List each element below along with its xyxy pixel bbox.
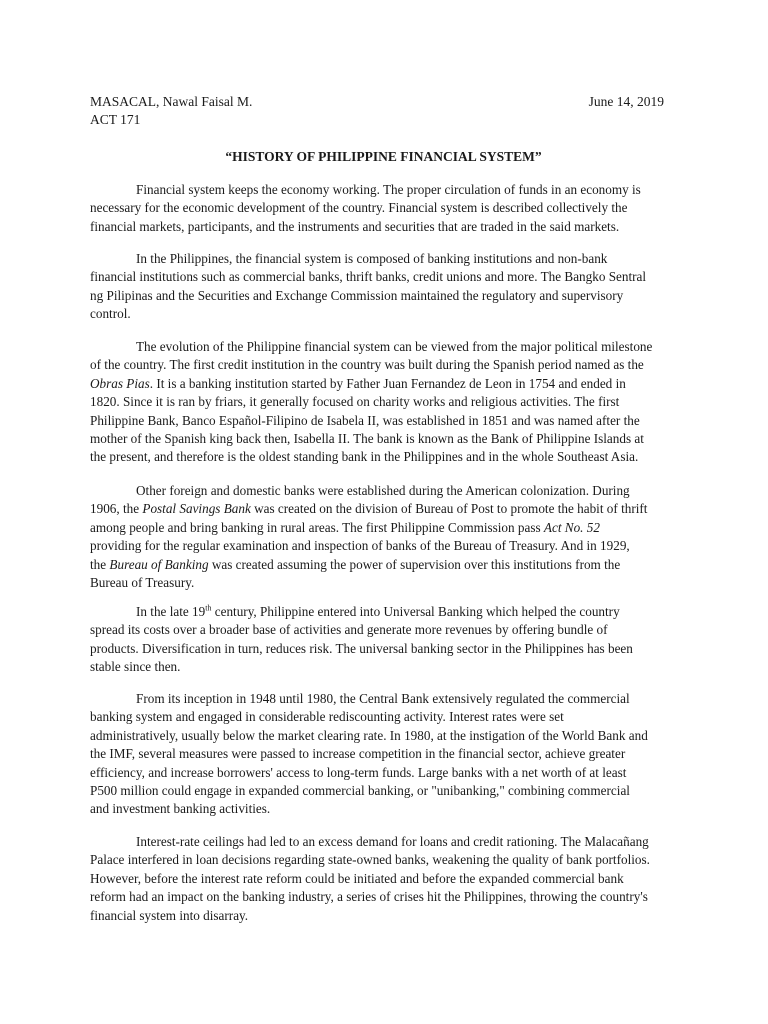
text-run: . It is a banking institution started by Father Juan Fernandez de Leon in 1754 and ended in xyxy=(149,375,626,391)
paragraph-line xyxy=(90,218,677,236)
paragraph-line xyxy=(90,556,677,574)
superscript-text: th xyxy=(205,603,212,613)
paragraph xyxy=(90,250,677,324)
paragraph-line xyxy=(90,621,677,639)
paragraph-line xyxy=(90,305,677,323)
paragraph-line xyxy=(90,708,677,726)
paragraph xyxy=(90,690,677,819)
text-run: financial institutions such as commercial banks, thrift banks, credit unions and more. The Bangko Sentral xyxy=(90,269,647,285)
text-run: financial system into disarray. xyxy=(90,907,249,923)
text-run: banking system and engaged in considerable rediscounting activity. Interest rates were set xyxy=(90,709,564,725)
italic-text: Postal Savings Bank xyxy=(142,501,251,517)
text-run: In the Philippines, the financial system is composed of banking institutions and non-bank xyxy=(136,251,608,266)
course-code: ACT 171 xyxy=(90,112,141,127)
paragraph-line xyxy=(90,727,677,745)
paragraph-line xyxy=(90,833,677,851)
text-run: was created assuming the power of supervision over this institutions from the xyxy=(208,556,621,572)
paragraph xyxy=(90,181,677,236)
text-run: mother of the Spanish king back then, Isabella II. The bank is known as the Bank of Philippine Islands at xyxy=(90,431,644,447)
text-run: Palace interfered in loan decisions regarding state-owned banks, weakening the quality of bank portfolios. xyxy=(90,852,650,868)
text-run: 1906, the xyxy=(90,501,143,517)
paragraph-line xyxy=(90,500,677,518)
italic-text: Act No. 52 xyxy=(543,519,600,535)
paragraph-line xyxy=(90,181,677,199)
text-run: Other foreign and domestic banks were established during the American colonization. During xyxy=(136,483,630,498)
text-run: 1820. Since it is ran by friars, it generally focused on charity works and religious activities. The first xyxy=(90,394,620,410)
paragraph-line xyxy=(90,690,677,708)
text-run: and investment banking activities. xyxy=(90,801,271,817)
italic-text: Bureau of Banking xyxy=(109,556,209,572)
paragraph-line xyxy=(90,448,677,466)
text-run: control. xyxy=(90,306,131,322)
paragraph-line xyxy=(90,250,677,268)
text-run: efficiency, and increase borrowers' access to long-term funds. Large banks with a net worth of at least xyxy=(90,764,627,780)
text-run: was created on the division of Bureau of Post to promote the habit of thrift xyxy=(250,501,648,517)
text-run: providing for the regular examination and inspection of banks of the Bureau of Treasury. And in 1929, xyxy=(90,538,630,554)
paragraph-line xyxy=(90,888,677,906)
text-run: P500 million could engage in expanded commercial banking, or "unibanking," combining commercial xyxy=(90,783,630,799)
paragraph-line xyxy=(90,658,677,676)
text-run: Philippine Bank, Banco Español-Filipino de Isabela II, was established in 1851 and was named after the xyxy=(90,412,640,428)
text-run: spread its costs over a broader base of activities and generate more revenues by offering bundle of xyxy=(90,622,608,638)
paragraph-line xyxy=(90,268,677,286)
text-run: ng Pilipinas and the Securities and Exchange Commission maintained the regulatory and supervisory xyxy=(90,287,624,303)
paragraph-line xyxy=(90,393,677,411)
text-run: From its inception in 1948 until 1980, the Central Bank extensively regulated the commercial xyxy=(136,691,630,706)
paragraph-line xyxy=(90,375,677,393)
paragraph-line xyxy=(90,537,677,555)
paragraph xyxy=(90,338,677,467)
paragraph-line xyxy=(90,356,677,374)
paragraph-line xyxy=(90,907,677,925)
italic-text: Obras Pias xyxy=(90,375,150,391)
paragraph-line xyxy=(90,574,677,592)
paragraph-line xyxy=(90,764,677,782)
paragraph-line xyxy=(90,482,677,500)
text-run: In the late 19 xyxy=(136,604,206,619)
text-run: the present, and therefore is the oldest standing bank in the Philippines and in the whole Southeast Asia. xyxy=(90,449,639,465)
text-run: the IMF, several measures were passed to increase competition in the financial sector, achieve greater xyxy=(90,746,626,762)
paragraph-line xyxy=(90,519,677,537)
text-run: The evolution of the Philippine financial system can be viewed from the major political milestone xyxy=(136,339,653,354)
paragraph-line xyxy=(90,640,677,658)
text-run: products. Diversification in turn, reduces risk. The universal banking sector in the Philippines has been xyxy=(90,640,633,656)
text-run: Financial system keeps the economy working. The proper circulation of funds in an economy is xyxy=(136,182,641,197)
text-run: administratively, usually below the market clearing rate. In 1980, at the instigation of the World Bank and xyxy=(90,727,648,743)
paragraph-line xyxy=(90,870,677,888)
paragraph-line xyxy=(90,338,677,356)
text-run: reform had an impact on the banking industry, a series of crises hit the Philippines, throwing the country's xyxy=(90,889,648,905)
text-run: necessary for the economic development of the country. Financial system is described collectively the xyxy=(90,200,628,216)
text-run: However, before the interest rate reform could be initiated and before the expanded commercial bank xyxy=(90,870,624,886)
text-run: the xyxy=(90,556,110,572)
document-date: June 14, 2019 xyxy=(588,94,664,109)
paragraph-line xyxy=(90,851,677,869)
paragraph-line xyxy=(90,782,677,800)
paragraph xyxy=(90,603,677,677)
text-run: Bureau of Treasury. xyxy=(90,575,195,591)
paragraph-line xyxy=(90,412,677,430)
paragraph-line xyxy=(90,800,677,818)
paragraph-line xyxy=(90,430,677,448)
document-title: “HISTORY OF PHILIPPINE FINANCIAL SYSTEM” xyxy=(225,149,542,164)
text-run: among people and bring banking in rural areas. The first Philippine Commission pass xyxy=(90,519,544,535)
text-run: financial markets, participants, and the instruments and securities that are traded in the said markets. xyxy=(90,218,620,234)
author-name: MASACAL, Nawal Faisal M. xyxy=(90,94,253,109)
paragraph-line xyxy=(90,745,677,763)
paragraph-line xyxy=(90,199,677,217)
text-run: of the country. The first credit institution in the country was built during the Spanish period named as the xyxy=(90,357,644,373)
paragraph xyxy=(90,482,677,592)
text-run: stable since then. xyxy=(90,659,181,675)
paragraph-line xyxy=(90,603,677,621)
paragraph-line xyxy=(90,287,677,305)
text-run: Interest-rate ceilings had led to an excess demand for loans and credit rationing. The Malacañang xyxy=(136,834,649,849)
text-run: century, Philippine entered into Universal Banking which helped the country xyxy=(211,604,620,619)
paragraph xyxy=(90,833,677,925)
